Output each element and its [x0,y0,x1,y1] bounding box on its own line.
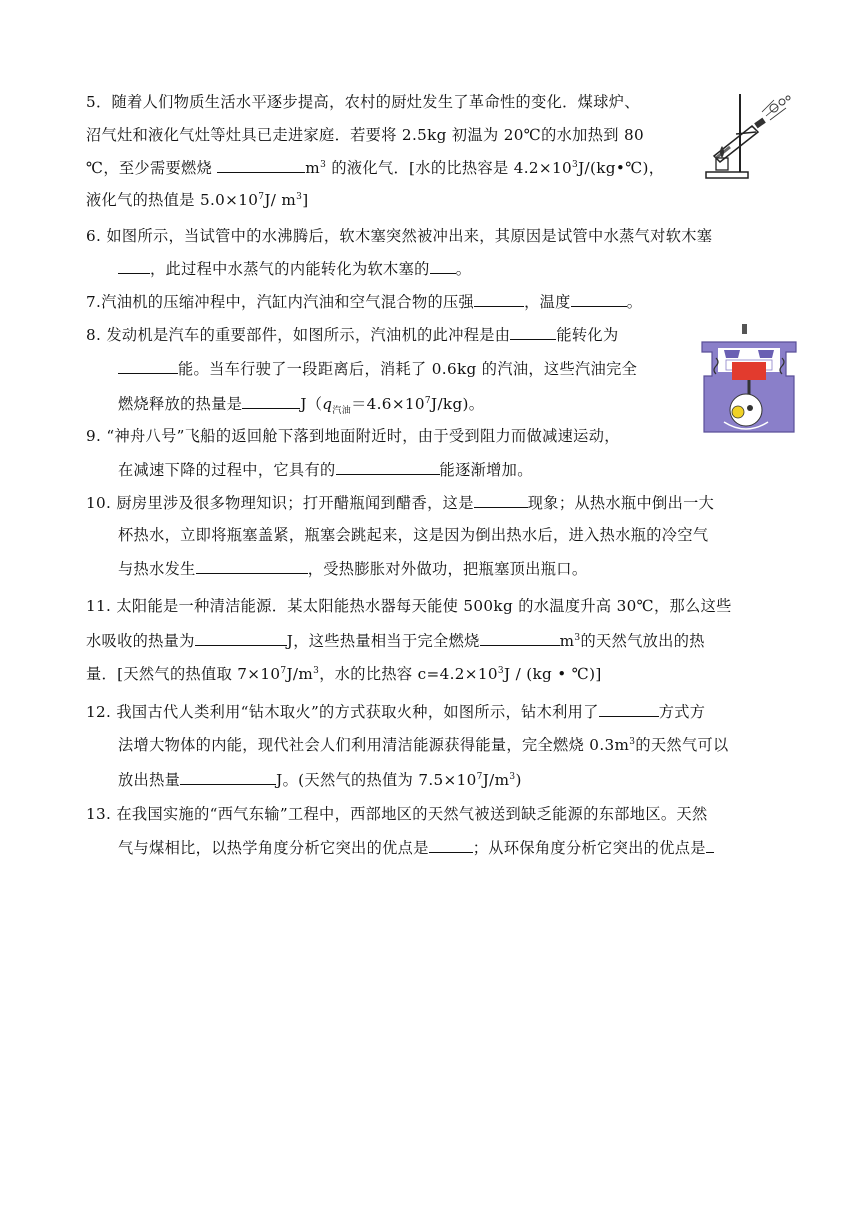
q5-text: 5．随着人们物质生活水平逐步提高，农村的厨灶发生了革命性的变化．煤球炉、 [86,93,640,111]
q5-text: 的液化气．[水的比热容是 4.2×10 [331,159,572,177]
q5-text: ] [302,191,309,209]
q10-text: 与热水发生 [118,560,196,578]
test-tube-figure [700,86,800,186]
superscript: 3 [574,633,581,643]
answer-blank[interactable] [196,558,308,574]
q5-line-4 [86,190,309,210]
q7-text: ，温度 [524,293,571,311]
q11-line-1 [86,596,732,616]
q12-text: 法增大物体的内能，现代社会人们利用清洁能源获得能量，完全燃烧 0.3m [118,736,630,754]
q11-text: ，水的比热容 c=4.2×10 [319,665,498,683]
answer-blank[interactable] [180,769,276,785]
superscript: 3 [320,160,327,170]
unit-text: m [305,159,321,177]
answer-blank[interactable] [599,701,659,717]
superscript: 7 [258,192,265,202]
q11-text: J/m [286,665,314,683]
q12-text: 方式方 [658,703,706,721]
q10-text: ，受热膨胀对外做功，把瓶塞顶出瓶口。 [307,560,588,578]
q13-text: 13. 在我国实施的“西气东输”工程中，西部地区的天然气被送到缺乏能源的东部地区。天然 [86,805,708,823]
q10-line-2 [118,525,708,545]
q8-text: 能。当车行驶了一段距离后，消耗了 0.6kg 的汽油，这些汽油完全 [178,360,638,378]
answer-blank[interactable] [706,837,714,853]
q8-text: 燃烧释放的热量是 [118,395,243,413]
q12-line-1 [86,701,705,722]
q12-text: 的天然气可以 [635,736,729,754]
superscript: 3 [509,772,516,782]
q5-line-3 [86,157,664,178]
q11-text: 11. 太阳能是一种清洁能源．某太阳能热水器每天能使 500kg 的水温度升高 30℃，那么这些 [86,597,732,615]
superscript: 3 [572,160,579,170]
q12-text: 放出热量 [118,771,181,789]
answer-blank[interactable] [430,258,456,274]
answer-blank[interactable] [195,630,287,646]
q11-text: J，这些热量相当于完全燃烧 [286,632,480,650]
q10-text: 10. 厨房里涉及很多物理知识；打开醋瓶闻到醋香，这是 [86,494,474,512]
q8-text: ＝4.6×10 [351,395,425,413]
q8-line-2 [118,358,637,379]
q12-text: J。(天然气的热值为 7.5×10 [276,771,477,789]
q9-line-1 [86,426,620,446]
answer-blank[interactable] [217,157,305,173]
q10-line-3 [118,558,587,579]
q10-text: 杯热水，立即将瓶塞盖紧，瓶塞会跳起来，这是因为倒出热水后，进入热水瓶的冷空气 [118,526,709,544]
q5-text: J/(kg•℃)， [578,159,665,177]
q12-text: ) [515,771,522,789]
q6-line-1 [86,226,712,246]
q12-line-2 [118,735,729,755]
answer-blank[interactable] [118,258,150,274]
q10-line-1 [86,492,714,513]
q-symbol: q [322,395,333,413]
q6-text: 。 [455,260,472,278]
superscript: 7 [476,772,483,782]
q5-text: J/ m [264,191,297,209]
q13-line-1 [86,804,708,824]
q5-text: 液化气的热值是 5.0×10 [86,191,259,209]
q11-line-2 [86,630,705,651]
q11-line-3 [86,664,602,684]
q7-text: 7.汽油机的压缩冲程中，汽缸内汽油和空气混合物的压强 [86,293,475,311]
q13-text: 气与煤相比，以热学角度分析它突出的优点是 [118,839,429,857]
q13-text: ；从环保角度分析它突出的优点是 [472,839,706,857]
q12-text: 12. 我国古代人类利用“钻木取火”的方式获取火种，如图所示，钻木利用了 [86,703,599,721]
q6-text: ，此过程中水蒸气的内能转化为软木塞的 [150,260,430,278]
superscript: 3 [296,192,303,202]
q12-text: J/m [482,771,510,789]
q6-line-2 [118,258,471,279]
q11-text: 量．[天然气的热值取 7×10 [86,665,281,683]
q11-text: 的天然气放出的热 [580,632,705,650]
q5-text: 沼气灶和液化气灶等灶具已走进家庭．若要将 2.5kg 初温为 20℃的水加热到 80 [86,126,644,144]
q8-text: 能转化为 [556,326,619,344]
superscript: 3 [497,666,504,676]
subscript: 汽油 [332,406,352,417]
q8-text: J（ [300,395,323,413]
q5-line-1 [86,92,640,112]
answer-blank[interactable] [336,459,440,475]
engine-cylinder-figure [694,322,804,438]
q9-text: 在减速下降的过程中，它具有的 [118,461,336,479]
q9-text: 9. “神舟八号”飞船的返回舱下落到地面附近时，由于受到阻力而做减速运动， [86,427,620,445]
q9-text: 能逐渐增加。 [439,461,533,479]
superscript: 7 [424,396,431,406]
superscript: 7 [280,666,287,676]
answer-blank[interactable] [571,291,627,307]
q13-line-2 [118,837,714,858]
q6-text: 6. 如图所示，当试管中的水沸腾后，软木塞突然被冲出来，其原因是试管中水蒸气对软木塞 [86,227,713,245]
q5-line-2 [86,125,644,145]
answer-blank[interactable] [242,393,300,409]
q8-text: 8. 发动机是汽车的重要部件，如图所示，汽油机的此冲程是由 [86,326,511,344]
q11-text: 水吸收的热量为 [86,632,195,650]
q7-text: 。 [626,293,643,311]
superscript: 3 [629,737,636,747]
answer-blank[interactable] [480,630,560,646]
answer-blank[interactable] [118,358,178,374]
q8-line-3 [118,393,485,417]
q8-text: J/kg)。 [431,395,485,413]
superscript: 3 [313,666,320,676]
q10-text: 现象；从热水瓶中倒出一大 [527,494,715,512]
unit-text: m [559,632,575,650]
answer-blank[interactable] [429,837,473,853]
q8-line-1 [86,324,619,345]
q11-text: J / (kg • ℃)] [503,665,602,683]
answer-blank[interactable] [474,492,528,508]
answer-blank[interactable] [510,324,556,340]
q9-line-2 [118,459,533,480]
answer-blank[interactable] [474,291,524,307]
q12-line-3 [118,769,522,790]
q7-line-1 [86,291,642,312]
q5-text: ℃，至少需要燃烧 [86,159,213,177]
